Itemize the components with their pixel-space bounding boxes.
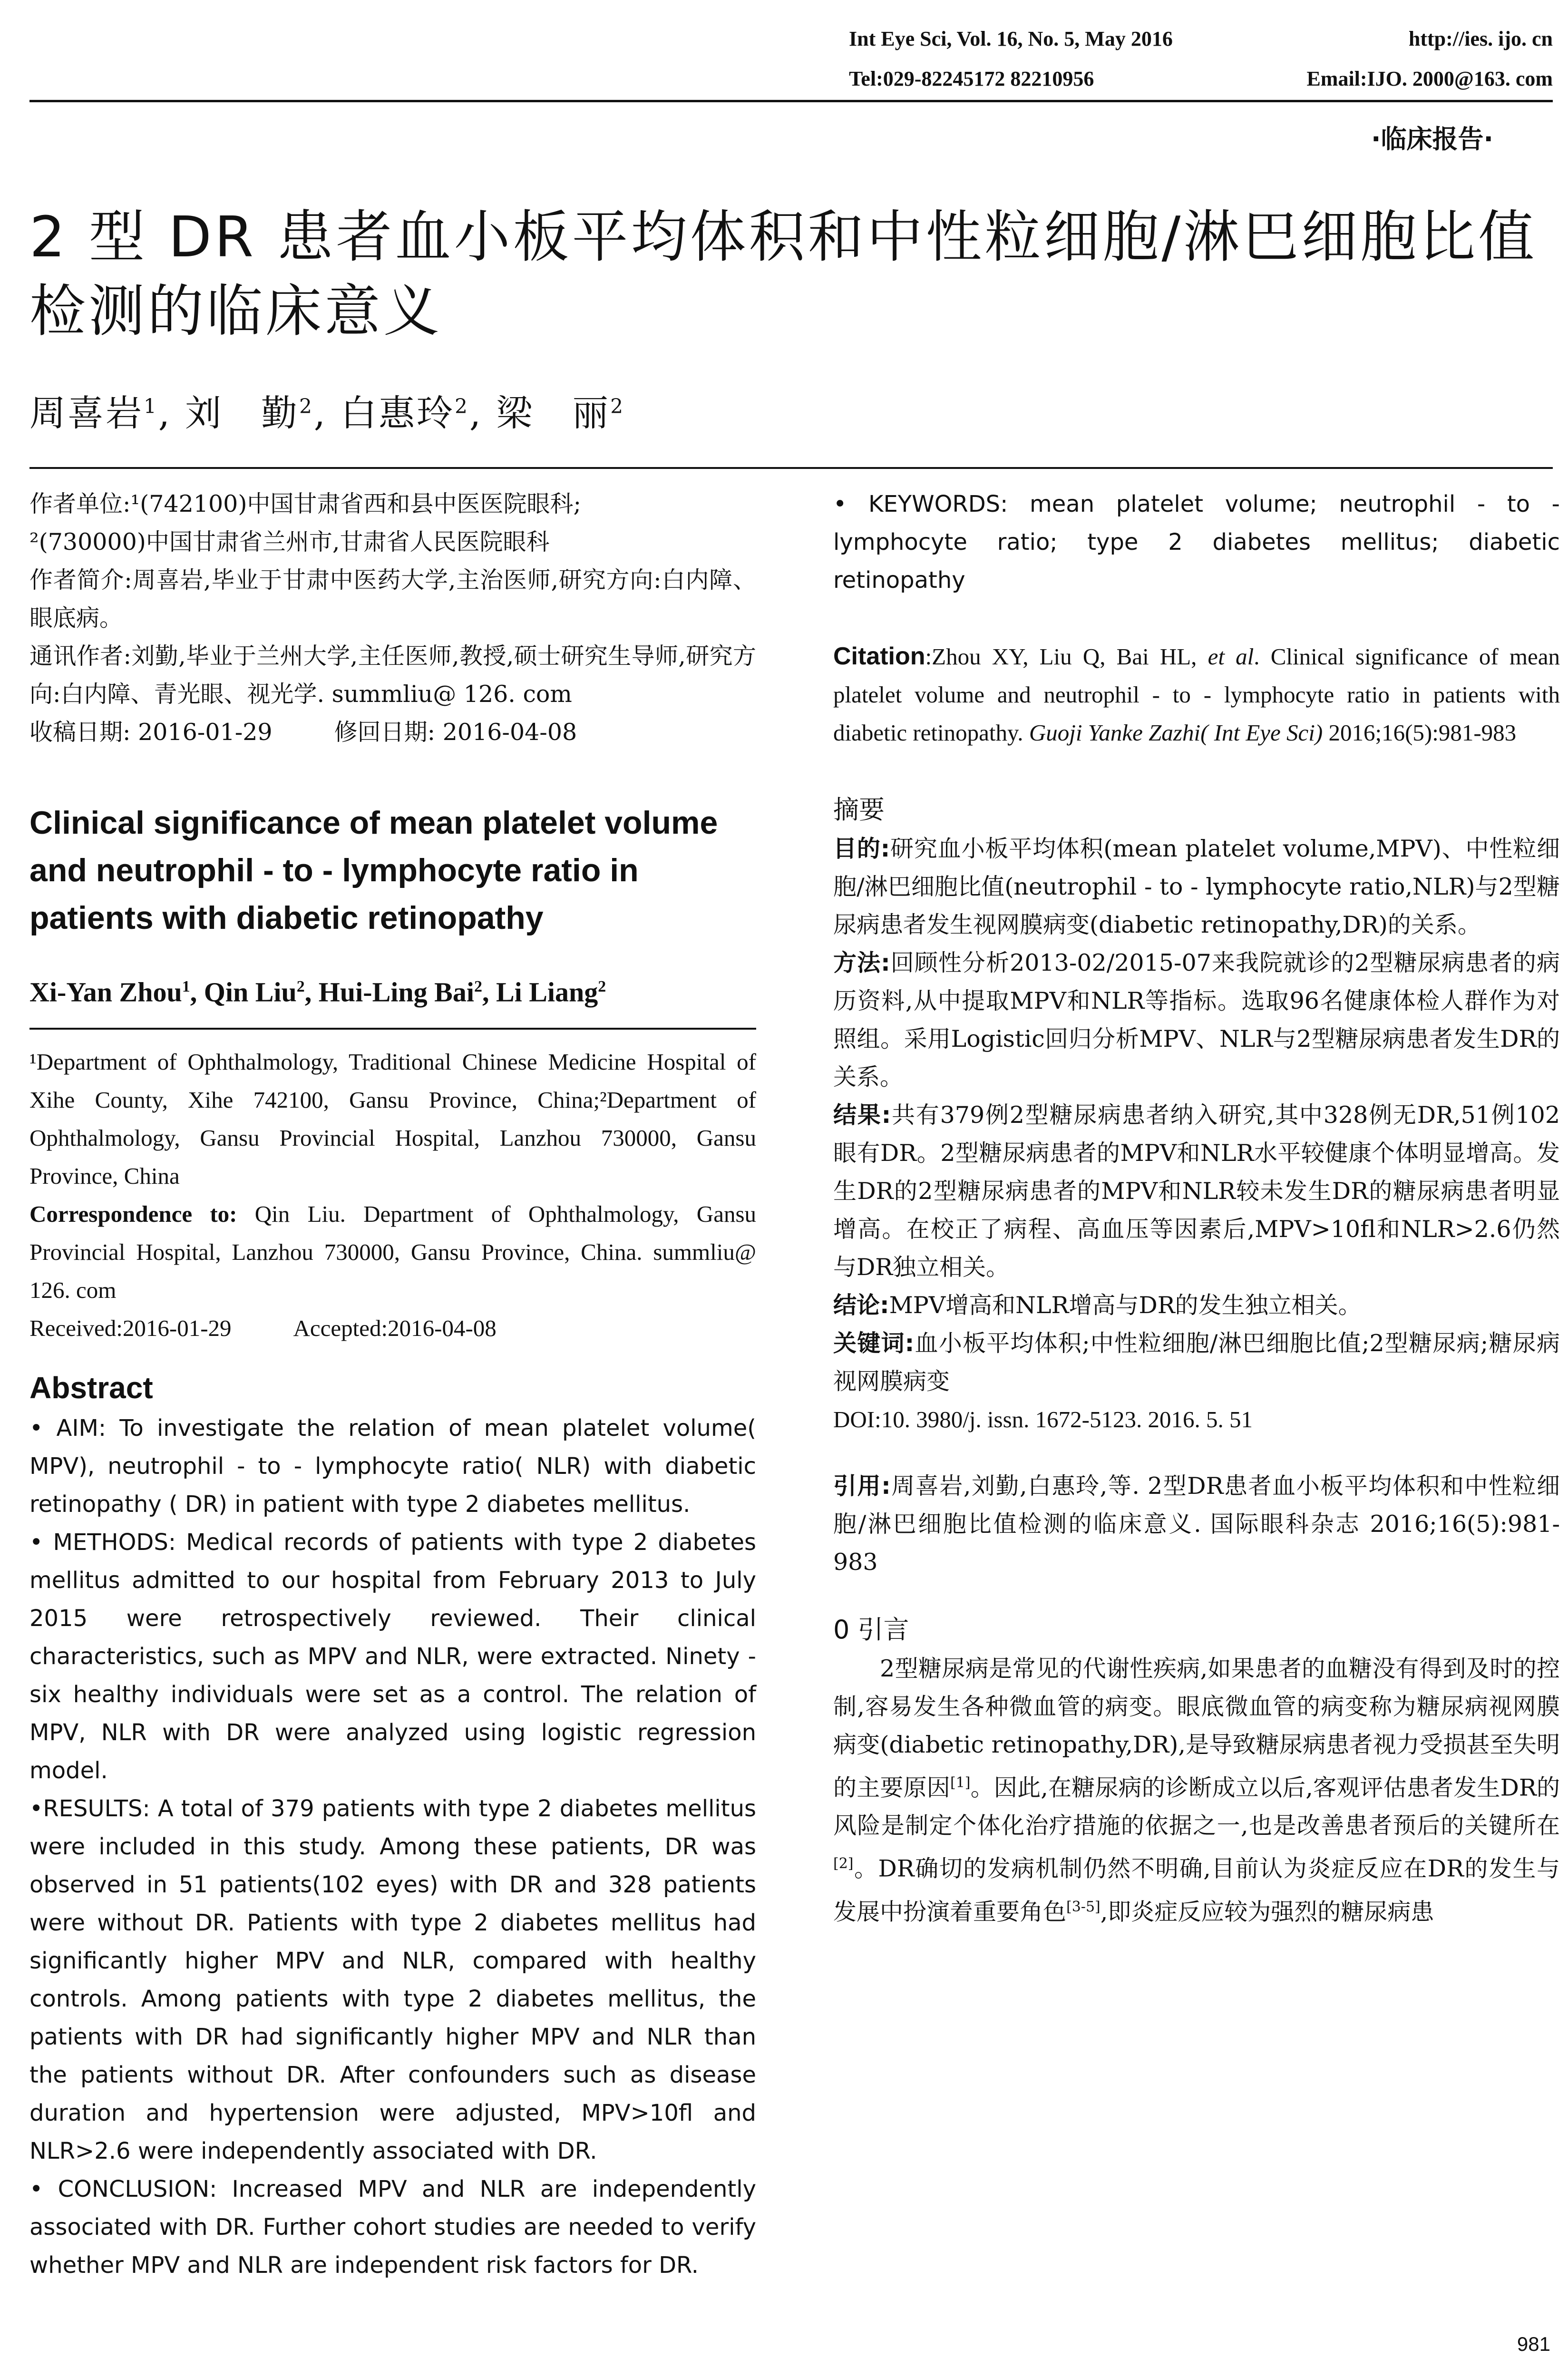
citation-text-a: :Zhou XY, Liu Q, Bai HL, — [925, 643, 1208, 670]
correspondence-text: Qin Liu. Department of Ophthalmology, Gansu Provincial Hospital, Lanzhou 730000, Gansu Province, China. summliu@ 126. com — [29, 1201, 757, 1304]
intro-text-3: 。DR确切的发病机制仍然不明确,目前认为炎症反应在DR的发生与发展中扮演着重要角色 — [833, 1855, 1560, 1925]
methods-text: Medical records of patients with type 2 diabetes mellitus admitted to our hospital from February 2013 to July 2015 were retrospectively reviewed. Their clinical characteristics, such as MPV and NLR, were extracted. Ninety - six healthy individuals were set as a control. The relation of MPV, NLR with DR were analyzed using logistic regression model. — [29, 1529, 757, 1784]
cn-abstract-keywords — [833, 1325, 1560, 1401]
cn-citation-text: 周喜岩,刘勤,白惠玲,等. 2型DR患者血小板平均体积和中性粒细胞/淋巴细胞比值检测的临床意义. 国际眼科杂志 2016;16(5):981-983 — [833, 1472, 1560, 1576]
cn-abstract-results — [833, 1096, 1560, 1286]
cn-author-aff: 1 — [144, 394, 158, 418]
cn-author-aff: 2 — [610, 394, 625, 418]
cn-citation-label: 引用: — [833, 1472, 891, 1500]
aim-text: To investigate the relation of mean platelet volume( MPV), neutrophil - to - lymphocyte ratio( NLR) with diabetic retinopathy ( DR) in patient with type 2 diabetes mellitus. — [29, 1415, 756, 1518]
citation — [833, 637, 1560, 752]
en-accepted: Accepted:2016-04-08 — [293, 1315, 497, 1342]
cn-dates — [29, 713, 756, 751]
affiliations: ¹Department of Ophthalmology, Traditional Chinese Medicine Hospital of Xihe County, Xihe 742100, Gansu Province, China;²Department of Ophthalmology, Gansu Provincial Hospital, Lanzhou 730000, Gansu Province, China — [29, 1049, 756, 1189]
cn-received: 收稿日期: 2016-01-29 — [29, 719, 273, 746]
ref-1[interactable]: [1] — [950, 1774, 971, 1791]
correspondence-label: Correspondence to: — [29, 1201, 237, 1227]
abstract-aim — [29, 1409, 756, 1523]
abstract-conclusion-start — [29, 2170, 756, 2284]
cn-keywords-label: 关键词: — [833, 1330, 915, 1357]
intro-text-1: 2型糖尿病是常见的代谢性疾病,如果患者的血糖没有得到及时的控制,容易发生各种微血管的病变。眼底微血管的病变称为糖尿病视网膜病变(diabetic retinopathy,DR),是导致糖尿病患者视力受损甚至失明的主要原因 — [833, 1655, 1560, 1802]
keywords-text: mean platelet volume; neutrophil - to - lymphocyte ratio; type 2 diabetes mellitus; diabetic retinopathy — [833, 491, 1560, 594]
cn-results-label: 结果: — [833, 1101, 891, 1129]
section-tag: ·临床报告· — [1371, 124, 1493, 154]
cn-author: 梁 丽 — [496, 392, 611, 434]
keywords-label: • KEYWORDS: — [833, 491, 1008, 517]
en-author: Hui-Ling Bai — [318, 976, 474, 1008]
cn-author: 周喜岩 — [29, 392, 144, 434]
header-rule — [29, 100, 1553, 102]
en-author: Xi-Yan Zhou — [29, 976, 182, 1008]
journal-citation: Int Eye Sci, Vol. 16, No. 5, May 2016 — [849, 27, 1173, 50]
en-author-aff: 2 — [598, 978, 606, 995]
citation-text-b: . Clinical significance of mean platelet volume and neutrophil - to - lymphocyte ratio in patients with diabetic retinopathy. — [833, 643, 1560, 746]
en-author: Qin Liu — [204, 976, 297, 1008]
cn-abstract-heading: 摘要 — [833, 795, 885, 825]
en-author-aff: 2 — [474, 978, 482, 995]
journal-contact-line — [849, 67, 1553, 91]
ref-3-5[interactable]: [3-5] — [1066, 1898, 1101, 1915]
methods-label: • METHODS: — [29, 1529, 176, 1556]
en-dates — [29, 1309, 756, 1347]
abstract-heading: Abstract — [29, 1371, 153, 1405]
en-author-aff: 2 — [296, 978, 305, 995]
en-author-aff: 1 — [182, 978, 190, 995]
en-received: Received:2016-01-29 — [29, 1315, 232, 1342]
cn-abstract-aim — [833, 830, 1560, 944]
cn-author-aff: 2 — [299, 394, 314, 418]
cn-unit-2: ²(730000)中国甘肃省兰州市,甘肃省人民医院眼科 — [29, 528, 550, 555]
journal-email[interactable]: Email:IJO. 2000@163. com — [1306, 67, 1553, 90]
citation-text-c: 2016;16(5):981-983 — [1323, 720, 1517, 746]
journal-tel: Tel:029-82245172 82210956 — [849, 67, 1094, 90]
doi[interactable]: DOI:10. 3980/j. issn. 1672-5123. 2016. 5. 51 — [833, 1406, 1253, 1432]
cn-aim-text: 研究血小板平均体积(mean platelet volume,MPV)、中性粒细胞/淋巴细胞比值(neutrophil - to - lymphocyte ratio,NLR)与2型糖尿病患者发生视网膜病变(diabetic retinopathy,DR)的关系。 — [833, 835, 1560, 938]
intro-text-2: 。因此,在糖尿病的诊断成立以后,客观评估患者发生DR的风险是制定个体化治疗措施的依据之一,也是改善患者预后的关键所在 — [833, 1774, 1560, 1840]
cn-citation — [833, 1467, 1560, 1581]
cn-unit-1: 作者单位:¹(742100)中国甘肃省西和县中医医院眼科; — [29, 490, 581, 517]
cn-abstract-conclusion — [833, 1286, 1560, 1325]
abstract-keywords — [833, 485, 1560, 599]
cn-corresponding: 通讯作者:刘勤,毕业于兰州大学,主任医师,教授,硕士研究生导师,研究方向:白内障、青光眼、视光学. summliu@ 126. com — [29, 643, 756, 708]
cn-author-aff: 2 — [455, 394, 469, 418]
right-column — [833, 485, 1560, 1931]
results-label: •RESULTS: — [29, 1795, 150, 1822]
citation-journal: Guoji Yanke Zazhi( Int Eye Sci) — [1029, 720, 1323, 746]
cn-author-list: 周喜岩$^1$, 刘 勤$^2$, 白惠玲$^2$, 梁 丽$^2$ — [29, 392, 625, 434]
abstract-methods — [29, 1523, 756, 1790]
cn-author: 刘 勤 — [185, 392, 300, 434]
cn-conclusion-label: 结论: — [833, 1292, 889, 1319]
cn-abstract-methods — [833, 944, 1560, 1096]
aim-label: • AIM: — [29, 1415, 107, 1442]
conclusion-label: • CONCLUSION: — [29, 2176, 217, 2203]
intro-paragraph — [833, 1650, 1560, 1931]
page-number: 981 — [1517, 2333, 1550, 2355]
author-rule — [29, 467, 1553, 469]
citation-et-al: et al — [1208, 643, 1254, 670]
cn-conclusion-text: MPV增高和NLR增高与DR的发生独立相关。 — [889, 1292, 1362, 1319]
cn-keywords-text: 血小板平均体积;中性粒细胞/淋巴细胞比值;2型糖尿病;糖尿病视网膜病变 — [833, 1330, 1560, 1395]
intro-text-4: ,即炎症反应较为强烈的糖尿病患 — [1100, 1898, 1434, 1925]
cn-revised: 修回日期: 2016-04-08 — [334, 719, 577, 746]
cn-aim-label: 目的: — [833, 835, 890, 862]
affiliation-rule — [29, 1028, 756, 1030]
abstract-results — [29, 1790, 756, 2170]
cn-results-text: 共有379例2型糖尿病患者纳入研究,其中328例无DR,51例102眼有DR。2型糖尿病患者的MPV和NLR水平较健康个体明显增高。发生DR的2型糖尿病患者的MPV和NLR较未发生DR的糖尿病患者明显增高。在校正了病程、高血压等因素后,MPV>10fl和NLR>2.6仍然与DR独立相关。 — [833, 1101, 1560, 1281]
cn-methods-text: 回顾性分析2013-02/2015-07来我院就诊的2型糖尿病患者的病历资料,从中提取MPV和NLR等指标。选取96名健康体检人群作为对照组。采用Logistic回归分析MPV、NLR与2型糖尿病患者发生DR的关系。 — [833, 949, 1560, 1091]
en-author-list: Xi-Yan Zhou$^1$, Qin Liu$^2$, Hui-Ling Bai$^2$, Li Liang$^2$ — [29, 976, 606, 1008]
cn-methods-label: 方法: — [833, 949, 890, 976]
en-title: Clinical significance of mean platelet volume and neutrophil - to - lymphocyte ratio in patients with diabetic retinopathy — [29, 805, 718, 936]
cn-author: 白惠玲 — [341, 392, 455, 434]
cn-bio: 作者简介:周喜岩,毕业于甘肃中医药大学,主治医师,研究方向:白内障、眼底病。 — [29, 566, 756, 632]
citation-label: Citation — [833, 643, 925, 670]
ref-2[interactable]: [2] — [833, 1855, 854, 1872]
en-author: Li Liang — [496, 976, 598, 1008]
intro-heading: 0 引言 — [833, 1615, 909, 1645]
correspondence — [29, 1195, 756, 1309]
journal-url[interactable]: http://ies. ijo. cn — [1408, 27, 1553, 50]
article-title: 2 型 DR 患者血小板平均体积和中性粒细胞/淋巴细胞比值检测的临床意义 — [29, 204, 1538, 344]
journal-header-line — [849, 27, 1553, 51]
conclusion-text: Increased MPV and NLR are independently associated with DR. Further cohort studies are needed to verify whether MPV and NLR are independent risk factors for DR. — [29, 2176, 757, 2279]
results-text: A total of 379 patients with type 2 diabetes mellitus were included in this study. Among these patients, DR was observed in 51 patients(102 eyes) with DR and 328 patients were without DR. Patients with type 2 diabetes mellitus had significantly higher MPV and NLR, compared with healthy controls. Among patients with type 2 diabetes mellitus, the patients with DR had significantly higher MPV and NLR than the patients without DR. After confounders such as disease duration and hypertension were adjusted, MPV>10fl and NLR>2.6 were independently associated with DR. — [29, 1795, 757, 2165]
left-column — [29, 485, 756, 2284]
